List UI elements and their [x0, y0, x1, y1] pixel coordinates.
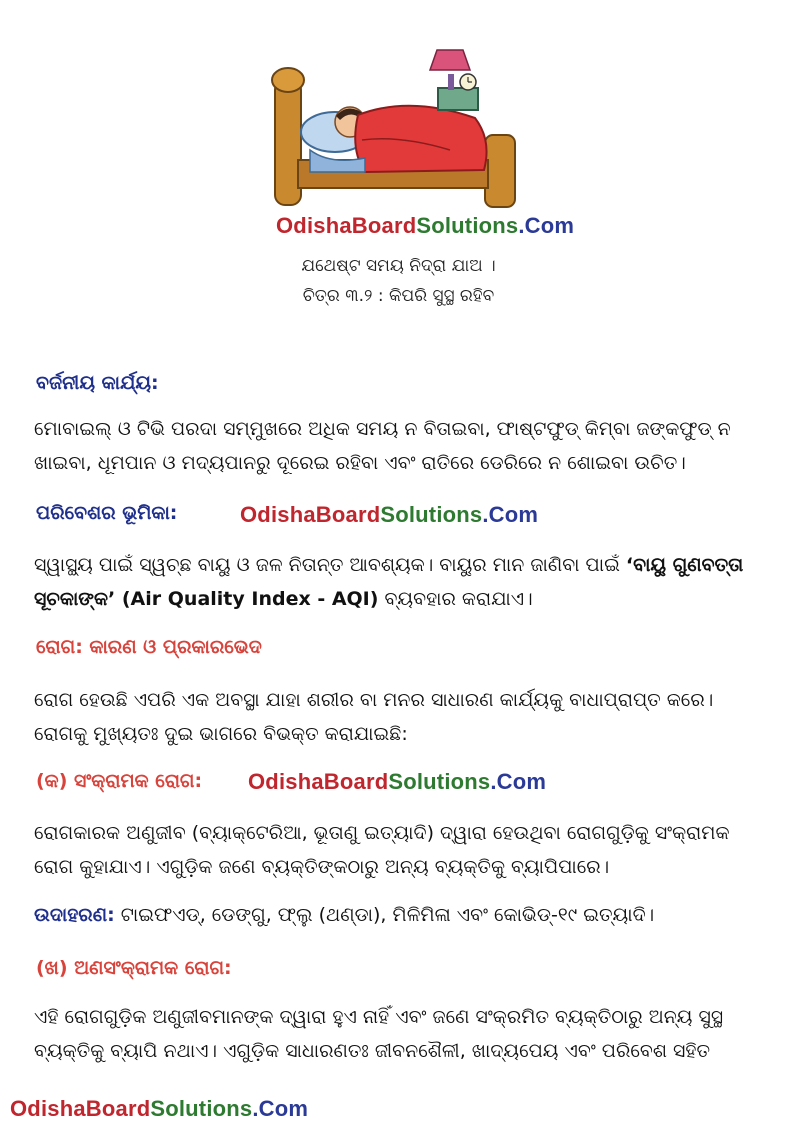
- site-watermark-bottom: OdishaBoardSolutions.Com: [10, 1096, 309, 1121]
- disease-line-1: ରୋଗ ହେଉଛି ଏପରି ଏକ ଅବସ୍ଥା ଯାହା ଶରୀର ବା ମନର ସାଧାରଣ କାର୍ଯ୍ୟକୁ ବାଧାପ୍ରାପ୍ତ କରେ।: [34, 689, 714, 711]
- noninfectious-paragraph: [34, 1000, 774, 1068]
- disease-line-2: ରୋଗକୁ ମୁଖ୍ୟତଃ ଦୁଇ ଭାଗରେ ବିଭକ୍ତ କରାଯାଇଛି:: [34, 723, 408, 745]
- section-heading-infectious: (କ) ସଂକ୍ରାମକ ରୋଗ:: [36, 770, 203, 792]
- infectious-example: [34, 898, 774, 932]
- avoidable-line-2: ଖାଇବା, ଧୂମପାନ ଓ ମଦ୍ୟପାନରୁ ଦୂରେଇ ରହିବା ଏବଂ ରାତିରେ ଡେରିରେ ନ ଶୋଇବା ଉଚିତ।: [34, 452, 686, 474]
- section-heading-noninfectious: (ଖ) ଅଣସଂକ୍ରାମକ ରୋଗ:: [36, 957, 232, 979]
- infectious-line-1: ରୋଗକାରକ ଅଣୁଜୀବ (ବ୍ୟାକ୍ଟେରିଆ, ଭୂତାଣୁ ଇତ୍ୟାଦି) ଦ୍ୱାରା ହେଉଥିବା ରୋଗଗୁଡ଼ିକୁ ସଂକ୍ରାମକ: [34, 822, 730, 844]
- sleeping-boy-illustration: [270, 40, 530, 210]
- section-heading-environment: ପରିବେଶର ଭୂମିକା:: [36, 502, 178, 524]
- environment-line-2: ସୂଚକାଙ୍କ’ (Air Quality Index - AQI) ବ୍ୟବହାର କରାଯାଏ।: [34, 588, 533, 610]
- infectious-line-2: ରୋଗ କୁହାଯାଏ। ଏଗୁଡ଼ିକ ଜଣେ ବ୍ୟକ୍ତିଙ୍କଠାରୁ ଅନ୍ୟ ବ୍ୟକ୍ତିକୁ ବ୍ୟାପିପାରେ।: [34, 856, 610, 878]
- section-heading-disease: ରୋଗ: କାରଣ ଓ ପ୍ରକାରଭେଦ: [36, 636, 262, 658]
- example-label: ଉଦାହରଣ:: [34, 904, 115, 926]
- site-watermark-top: OdishaBoardSolutions.Com: [276, 213, 575, 238]
- example-text: ଟାଇଫଏଡ୍, ଡେଙ୍ଗୁ, ଫ୍ଲୁ (ଥଣ୍ଡା), ମିଳିମିଳା ଏବଂ କୋଭିଡ୍-୧୯ ଇତ୍ୟାଦି।: [114, 904, 655, 926]
- environment-line-1: ସ୍ୱାସ୍ଥ୍ୟ ପାଇଁ ସ୍ୱଚ୍ଛ ବାୟୁ ଓ ଜଳ ନିତାନ୍ତ ଆବଶ୍ୟକ। ବାୟୁର ମାନ ଜାଣିବା ପାଇଁ ‘ବାୟୁ ଗୁଣବତ୍ତା: [34, 554, 744, 576]
- avoidable-paragraph: [34, 412, 774, 480]
- infectious-paragraph: [34, 816, 774, 884]
- avoidable-line-1: ମୋବାଇଲ୍ ଓ ଟିଭି ପରଦା ସମ୍ମୁଖରେ ଅଧିକ ସମୟ ନ ବିତାଇବା, ଫାଷ୍ଟଫୁଡ୍ କିମ୍ବା ଜଙ୍କଫୁଡ୍ ନ: [34, 418, 731, 440]
- site-watermark-inline-2: OdishaBoardSolutions.Com: [248, 769, 547, 794]
- figure-caption-line-2: ଚିତ୍ର ୩.୨ : କିପରି ସୁସ୍ଥ ରହିବ: [302, 286, 495, 306]
- figure-caption-line-1: ଯଥେଷ୍ଟ ସମୟ ନିଦ୍ରା ଯାଅ ।: [301, 256, 496, 276]
- environment-paragraph: [34, 548, 774, 616]
- site-watermark-inline-1: OdishaBoardSolutions.Com: [240, 502, 539, 527]
- disease-paragraph: [34, 683, 774, 751]
- noninfectious-line-1: ଏହି ରୋଗଗୁଡ଼ିକ ଅଣୁଜୀବମାନଙ୍କ ଦ୍ୱାରା ହୁଏ ନାହିଁ ଏବଂ ଜଣେ ସଂକ୍ରମିତ ବ୍ୟକ୍ତିଠାରୁ ଅନ୍ୟ ସୁସ୍ଥ: [34, 1006, 723, 1028]
- section-heading-avoidable: ବର୍ଜନୀୟ କାର୍ଯ୍ୟ:: [36, 372, 159, 394]
- noninfectious-line-2: ବ୍ୟକ୍ତିକୁ ବ୍ୟାପି ନଥାଏ। ଏଗୁଡ଼ିକ ସାଧାରଣତଃ ଜୀବନଶୈଳୀ, ଖାଦ୍ୟପେୟ ଏବଂ ପରିବେଶ ସହିତ: [34, 1040, 711, 1062]
